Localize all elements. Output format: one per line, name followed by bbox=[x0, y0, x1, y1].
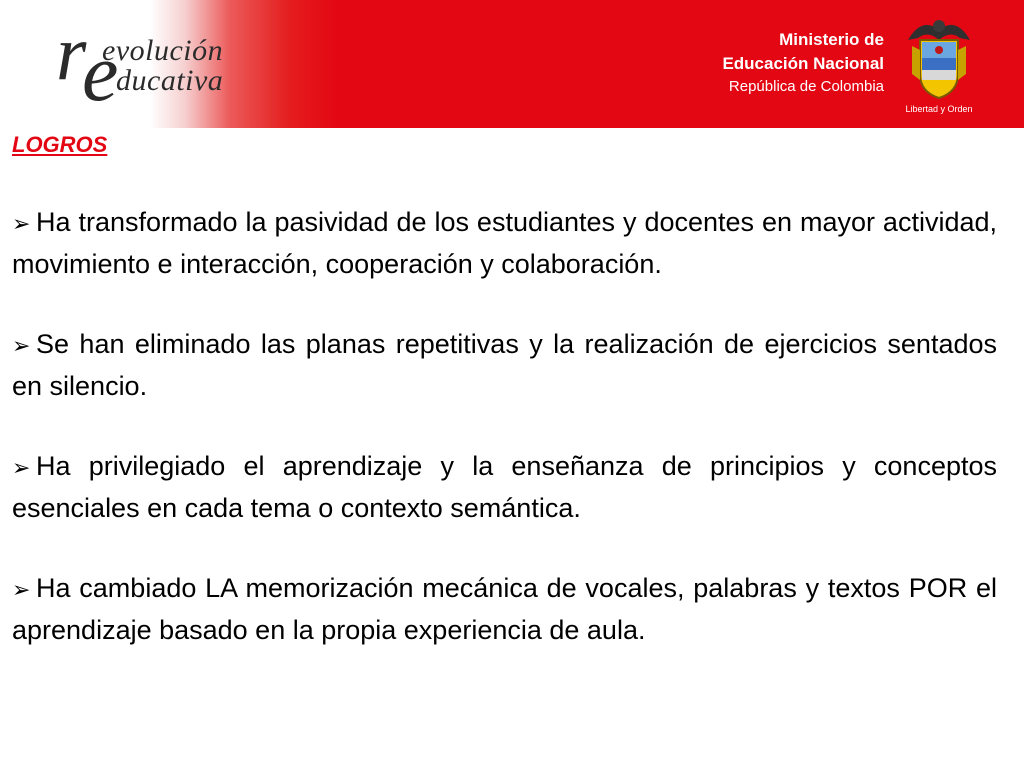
bullet-text-1: Ha transformado la pasividad de los estudiantes y docentes en mayor actividad, movimiento e interacción, cooperación y colaboración. bbox=[12, 207, 997, 279]
logo-text-line2: ducativa bbox=[116, 64, 224, 97]
bullet-text-3: Ha privilegiado el aprendizaje y la enseñanza de principios y conceptos esenciales en cada tema o contexto semántica. bbox=[12, 451, 997, 523]
bullet-item-1 bbox=[12, 202, 997, 284]
logo-letter-e: e bbox=[82, 27, 119, 118]
bullet-item-4 bbox=[12, 568, 997, 650]
bullet-item-2 bbox=[12, 324, 997, 406]
bullet-text-2: Se han eliminado las planas repetitivas y la realización de ejercicios sentados en silencio. bbox=[12, 329, 997, 401]
header-banner bbox=[0, 0, 1024, 128]
main-content bbox=[12, 128, 997, 650]
ministry-title bbox=[722, 28, 884, 98]
bullet-text-4: Ha cambiado LA memorización mecánica de vocales, palabras y textos POR el aprendizaje basado en la propia experiencia de aula. bbox=[12, 573, 997, 645]
bullet-item-3 bbox=[12, 446, 997, 528]
revolucion-educativa-logo bbox=[52, 9, 272, 118]
logo-letter-r: r bbox=[56, 9, 87, 96]
ministry-line3: República de Colombia bbox=[728, 78, 884, 95]
logo-text-line1: evolución bbox=[102, 34, 224, 67]
coat-of-arms-icon bbox=[898, 10, 980, 104]
arrow-bullet-icon: ➢ bbox=[12, 211, 31, 236]
ministry-line2: Educación Nacional bbox=[722, 54, 884, 73]
motto-text: Libertad y Orden bbox=[905, 104, 973, 114]
arrow-bullet-icon: ➢ bbox=[12, 455, 31, 480]
arrow-bullet-icon: ➢ bbox=[12, 577, 31, 602]
page-heading: LOGROS bbox=[12, 132, 108, 157]
arrow-bullet-icon: ➢ bbox=[12, 333, 31, 358]
ministry-line1: Ministerio de bbox=[779, 30, 884, 49]
